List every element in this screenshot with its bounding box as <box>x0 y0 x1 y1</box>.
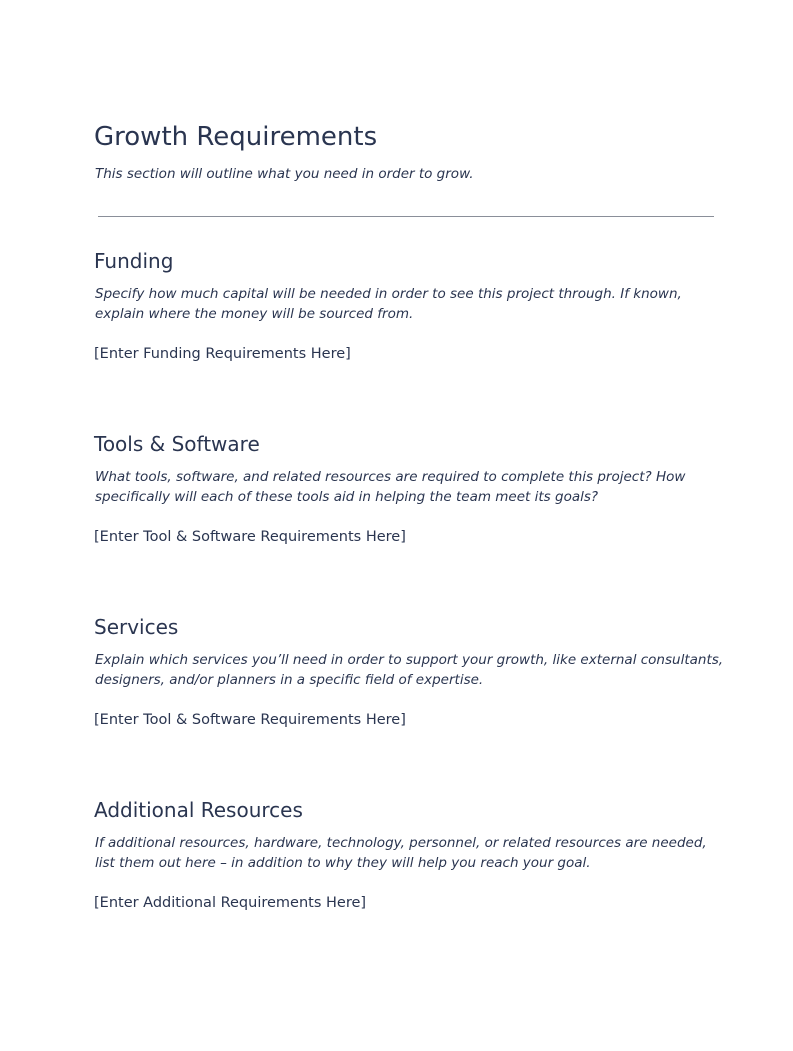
section-description: What tools, software, and related resources are required to complete this project? How specifically will each of these tools aid in helping the team meet its goals? <box>95 469 686 505</box>
section-funding <box>94 247 724 364</box>
section-additional-resources <box>94 796 724 913</box>
section-description: Explain which services you’ll need in order to support your growth, like external consultants, designers, and/or planners in a specific field of expertise. <box>95 652 724 688</box>
section-heading: Funding <box>94 249 174 273</box>
section-heading: Tools & Software <box>94 432 260 456</box>
section-placeholder[interactable]: [Enter Funding Requirements Here] <box>94 346 351 362</box>
section-description: Specify how much capital will be needed in order to see this project through. If known, explain where the money will be sourced from. <box>95 286 682 322</box>
section-placeholder[interactable]: [Enter Additional Requirements Here] <box>94 895 367 911</box>
section-services <box>94 613 724 730</box>
page-title: Growth Requirements <box>94 122 378 152</box>
section-heading: Services <box>94 615 179 639</box>
section-divider <box>98 216 714 217</box>
page-subtitle: This section will outline what you need in order to grow. <box>95 166 474 182</box>
section-placeholder[interactable]: [Enter Tool & Software Requirements Here] <box>94 529 406 545</box>
section-tools-software <box>94 430 724 547</box>
section-placeholder[interactable]: [Enter Tool & Software Requirements Here] <box>94 712 406 728</box>
section-heading: Additional Resources <box>94 798 303 822</box>
section-description: If additional resources, hardware, technology, personnel, or related resources are needed, list them out here – in addition to why they will help you reach your goal. <box>95 835 707 871</box>
